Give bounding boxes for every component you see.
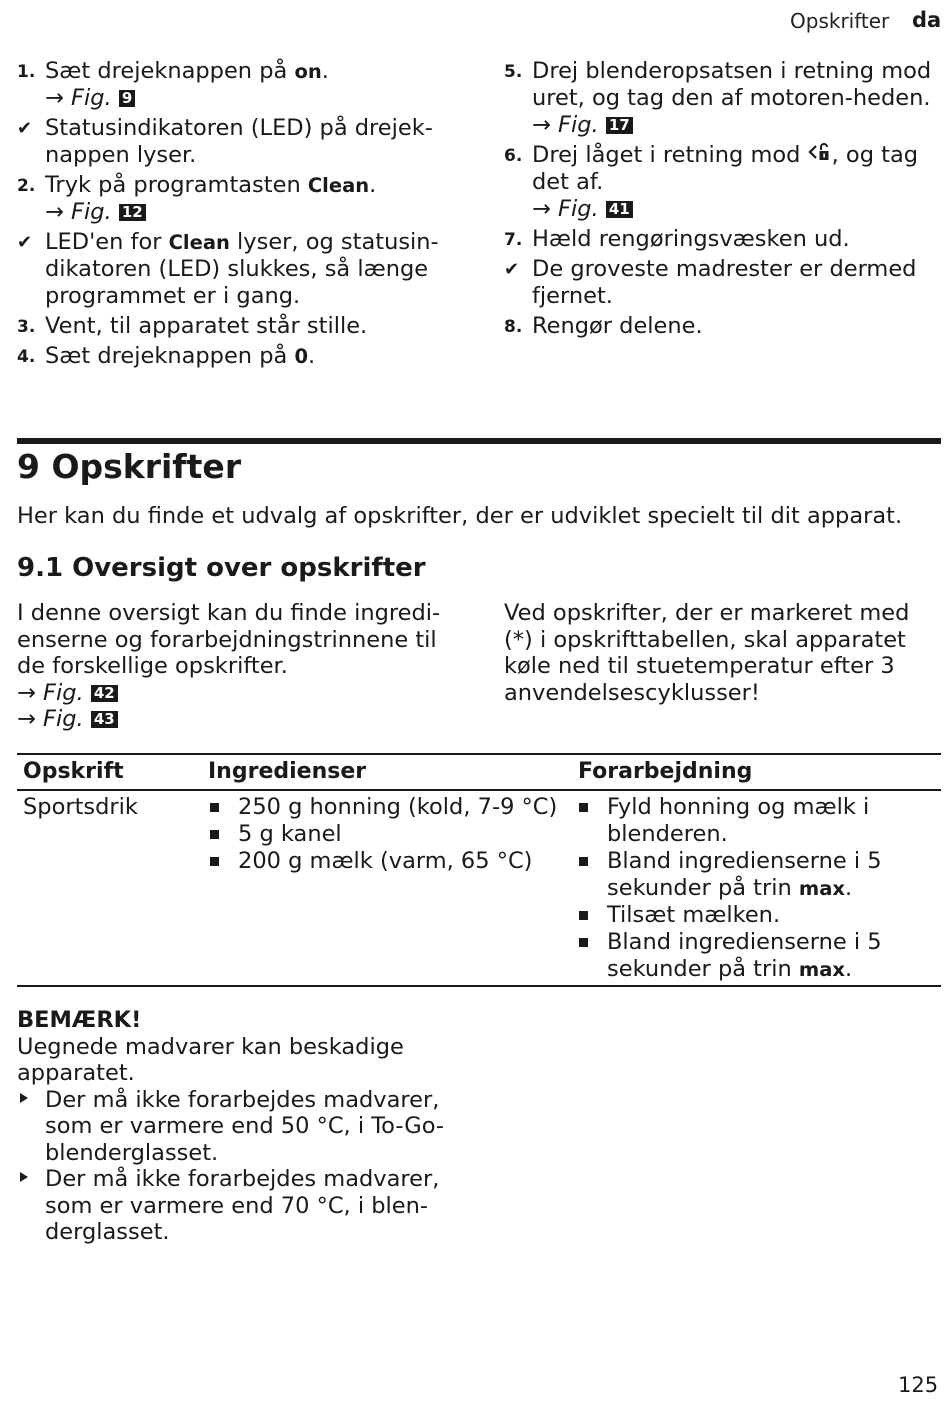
step-number: 8. [504, 317, 523, 337]
figure-number-badge: 17 [606, 117, 633, 134]
keyword-max: max [798, 877, 845, 900]
subsection-title: 9.1 Oversigt over opskrifter [17, 553, 426, 583]
page-number: 125 [898, 1373, 939, 1397]
unlock-icon [808, 142, 832, 164]
square-bullet-icon [210, 830, 219, 839]
triangle-bullet-icon [20, 1093, 28, 1103]
keyword-zero: 0 [294, 345, 309, 368]
section-rule [17, 438, 941, 444]
table-top-rule [17, 753, 941, 755]
keyword-clean: Clean [307, 174, 370, 197]
step-number: 4. [17, 347, 36, 367]
column-header-recipe: Opskrift [23, 759, 124, 784]
square-bullet-icon [579, 857, 588, 866]
check-icon: ✔ [504, 259, 520, 280]
step-2: 2. Tryk på programtasten Clean. → Fig. 12 [17, 172, 457, 226]
list-item: 5 g kanel [208, 821, 563, 848]
fig-reference: → Fig. 43 [17, 706, 457, 733]
triangle-bullet-icon [20, 1172, 28, 1182]
notice-item: Der må ikke forarbejdes madvarer, som er varmere end 50 °C, i To-Go-blenderglasset. [17, 1087, 457, 1167]
square-bullet-icon [579, 911, 588, 920]
square-bullet-icon [210, 857, 219, 866]
step-7: 7. Hæld rengøringsvæsken ud. [504, 226, 850, 252]
notice-title: BEMÆRK! [17, 1007, 142, 1033]
running-header-language: da [912, 8, 942, 32]
fig-reference: → Fig. 9 [45, 85, 457, 112]
figure-number-badge: 43 [91, 711, 118, 728]
cleaning-steps-left [17, 58, 457, 373]
result-7: ✔ De groveste madrester er dermed fjernet. [504, 256, 917, 309]
fig-reference: → Fig. 42 [17, 680, 457, 707]
step-number: 5. [504, 62, 523, 82]
step-6: 6. Drej låget i retning mod , og tag det af. → Fig. 41 [504, 142, 934, 223]
list-item: Bland ingredienserne i 5 sekunder på trin max. [577, 848, 907, 902]
step-8: 8. Rengør delene. [504, 313, 703, 339]
notice-item: Der må ikke forarbejdes madvarer, som er varmere end 70 °C, i blen-derglasset. [17, 1166, 457, 1246]
preparation-list [577, 794, 907, 983]
step-number: 3. [17, 317, 36, 337]
step-number: 7. [504, 230, 523, 250]
step-3: 3. Vent, til apparatet står stille. [17, 313, 368, 339]
list-item: 200 g mælk (varm, 65 °C) [208, 848, 563, 875]
square-bullet-icon [579, 938, 588, 947]
step-number: 1. [17, 62, 36, 82]
running-header-section: Opskrifter [790, 9, 890, 33]
cleaning-steps-right [504, 58, 934, 343]
notice-box [17, 1007, 457, 1246]
step-4: 4. Sæt drejeknappen på 0. [17, 343, 316, 369]
column-header-preparation: Forarbejdning [578, 759, 753, 784]
overview-text: I denne oversigt kan du finde ingredi-enserne og forarbejdningstrinnene til de forskellige opskrifter. [17, 600, 441, 679]
step-number: 6. [504, 146, 523, 166]
fig-reference: → Fig. 41 [532, 196, 934, 223]
figure-number-badge: 12 [119, 204, 146, 221]
result-1: ✔ Statusindikatoren (LED) på drejek-nappen lyser. [17, 115, 433, 168]
figure-number-badge: 9 [119, 90, 135, 107]
ingredients-list [208, 794, 563, 875]
fig-reference: → Fig. 17 [532, 112, 934, 139]
keyword-clean: Clean [168, 231, 230, 254]
list-item: 250 g honning (kold, 7-9 °C) [208, 794, 563, 821]
recipe-name: Sportsdrik [23, 794, 138, 820]
square-bullet-icon [579, 803, 588, 812]
section-intro: Her kan du finde et udvalg af opskrifter, der er udviklet specielt til dit apparat. [17, 503, 903, 529]
figure-number-badge: 42 [91, 685, 118, 702]
result-2: ✔ LED'en for Clean lyser, og statusin-dikatoren (LED) slukkes, så længe programmet er i gang. [17, 229, 439, 309]
table-bottom-rule [17, 985, 941, 987]
notice-text: Uegnede madvarer kan beskadige apparatet. [17, 1033, 404, 1086]
overview-right: Ved opskrifter, der er markeret med (*) i opskrifttabellen, skal apparatet køle ned til stuetemperatur efter 3 anvendelsescyklusser! [504, 600, 910, 706]
fig-reference: → Fig. 12 [45, 199, 457, 226]
overview-left [17, 600, 457, 733]
list-item: Fyld honning og mælk i blenderen. [577, 794, 907, 848]
keyword-on: on [294, 60, 322, 83]
list-item: Tilsæt mælken. [577, 902, 907, 929]
figure-number-badge: 41 [606, 201, 633, 218]
check-icon: ✔ [17, 232, 33, 253]
section-title: 9 Opskrifter [17, 447, 242, 486]
step-1: 1. Sæt drejeknappen på on. → Fig. 9 [17, 58, 457, 112]
square-bullet-icon [210, 803, 219, 812]
column-header-ingredients: Ingredienser [208, 759, 367, 784]
step-5: 5. Drej blenderopsatsen i retning mod uret, og tag den af motoren-heden. → Fig. 17 [504, 58, 934, 139]
step-number: 2. [17, 176, 36, 196]
keyword-max: max [798, 958, 845, 981]
list-item: Bland ingredienserne i 5 sekunder på trin max. [577, 929, 907, 983]
table-header-rule [17, 789, 941, 791]
check-icon: ✔ [17, 118, 33, 139]
